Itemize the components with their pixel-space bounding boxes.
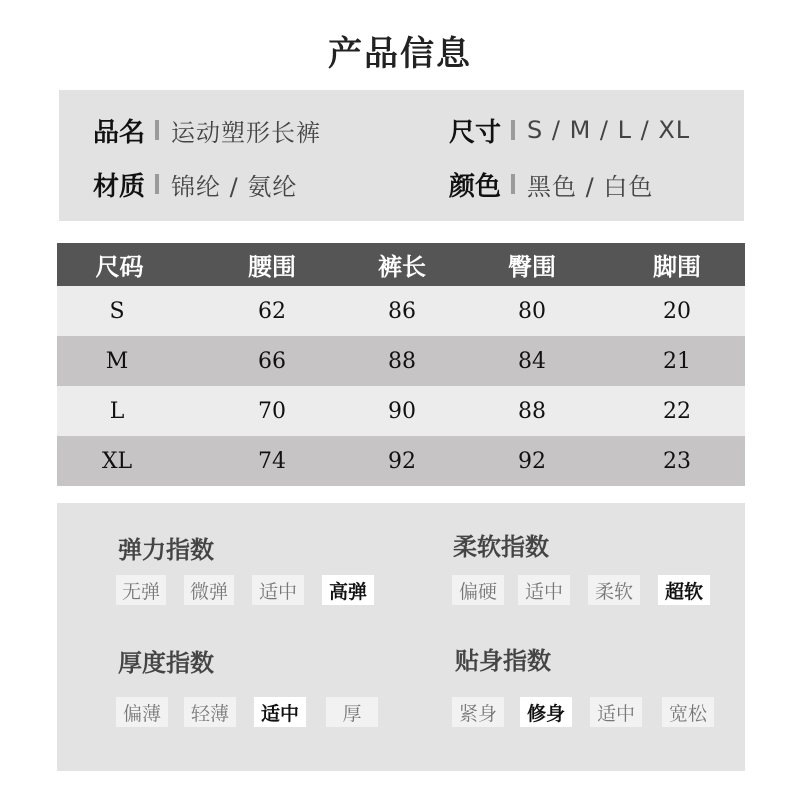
fit-option: 紧身	[452, 697, 504, 727]
table-header	[57, 243, 745, 286]
table-row	[57, 386, 745, 436]
info-color-label: 颜色	[449, 171, 502, 202]
info-color	[449, 164, 653, 204]
info-product-name	[93, 110, 321, 150]
info-material-label: 材质	[93, 171, 146, 202]
product-info-box	[59, 90, 744, 221]
table-cell: 84	[518, 348, 546, 374]
table-cell: S	[109, 298, 125, 324]
elasticity-option: 无弹	[116, 575, 166, 605]
separator-bar	[155, 174, 159, 194]
header-cell: 腰围	[248, 253, 296, 281]
elasticity-options	[116, 575, 374, 605]
elasticity-title: 弹力指数	[118, 536, 214, 564]
header-cell: 脚围	[653, 253, 701, 281]
fit-option: 适中	[590, 697, 642, 727]
table-cell: 88	[388, 348, 416, 374]
table-cell: 21	[663, 348, 691, 374]
fit-option: 宽松	[662, 697, 714, 727]
thickness-option: 偏薄	[116, 697, 168, 727]
separator-bar	[511, 174, 515, 194]
softness-options	[452, 575, 710, 605]
table-cell: 92	[388, 448, 416, 474]
table-cell: 23	[663, 448, 691, 474]
table-cell: 88	[518, 398, 546, 424]
info-size	[449, 110, 690, 150]
table-cell: 74	[258, 448, 286, 474]
table-row	[57, 336, 745, 386]
page-title: 产品信息	[328, 34, 472, 74]
table-cell: 66	[258, 348, 286, 374]
thickness-options	[116, 697, 378, 727]
header-cell: 尺码	[95, 253, 144, 281]
header-cell: 臀围	[508, 253, 556, 281]
thickness-title: 厚度指数	[118, 649, 214, 677]
table-row	[57, 286, 745, 336]
elasticity-option: 微弹	[184, 575, 234, 605]
elasticity-option: 适中	[252, 575, 304, 605]
info-product-name-label: 品名	[93, 117, 146, 148]
softness-option: 适中	[518, 575, 570, 605]
softness-option: 超软	[658, 575, 710, 605]
info-material-value: 锦纶 / 氨纶	[171, 172, 298, 201]
table-cell: 22	[663, 398, 691, 424]
indices-box	[57, 503, 745, 771]
table-cell: 70	[258, 398, 286, 424]
size-table	[57, 243, 745, 486]
separator-bar	[511, 120, 515, 140]
table-cell: M	[105, 348, 129, 374]
fit-title: 贴身指数	[455, 647, 551, 675]
info-size-label: 尺寸	[449, 117, 502, 148]
table-cell: 90	[388, 398, 416, 424]
table-row	[57, 436, 745, 486]
table-cell: 86	[388, 298, 416, 324]
softness-option: 柔软	[588, 575, 640, 605]
thickness-option: 适中	[254, 697, 306, 727]
fit-options	[452, 697, 714, 727]
fit-option: 修身	[520, 697, 572, 727]
elasticity-option: 高弹	[322, 575, 374, 605]
table-cell: 80	[518, 298, 546, 324]
softness-title: 柔软指数	[453, 533, 549, 561]
info-material	[93, 164, 297, 204]
table-cell: 62	[258, 298, 286, 324]
table-cell: 92	[518, 448, 546, 474]
softness-option: 偏硬	[452, 575, 504, 605]
thickness-option: 轻薄	[184, 697, 236, 727]
info-size-value: S / M / L / XL	[527, 116, 691, 144]
header-cell: 裤长	[378, 253, 426, 281]
table-cell: XL	[101, 448, 133, 474]
thickness-option: 厚	[326, 697, 378, 727]
separator-bar	[155, 120, 159, 140]
table-cell: L	[109, 398, 125, 424]
info-color-value: 黑色 / 白色	[527, 172, 654, 201]
table-cell: 20	[663, 298, 691, 324]
info-product-name-value: 运动塑形长裤	[171, 118, 322, 147]
